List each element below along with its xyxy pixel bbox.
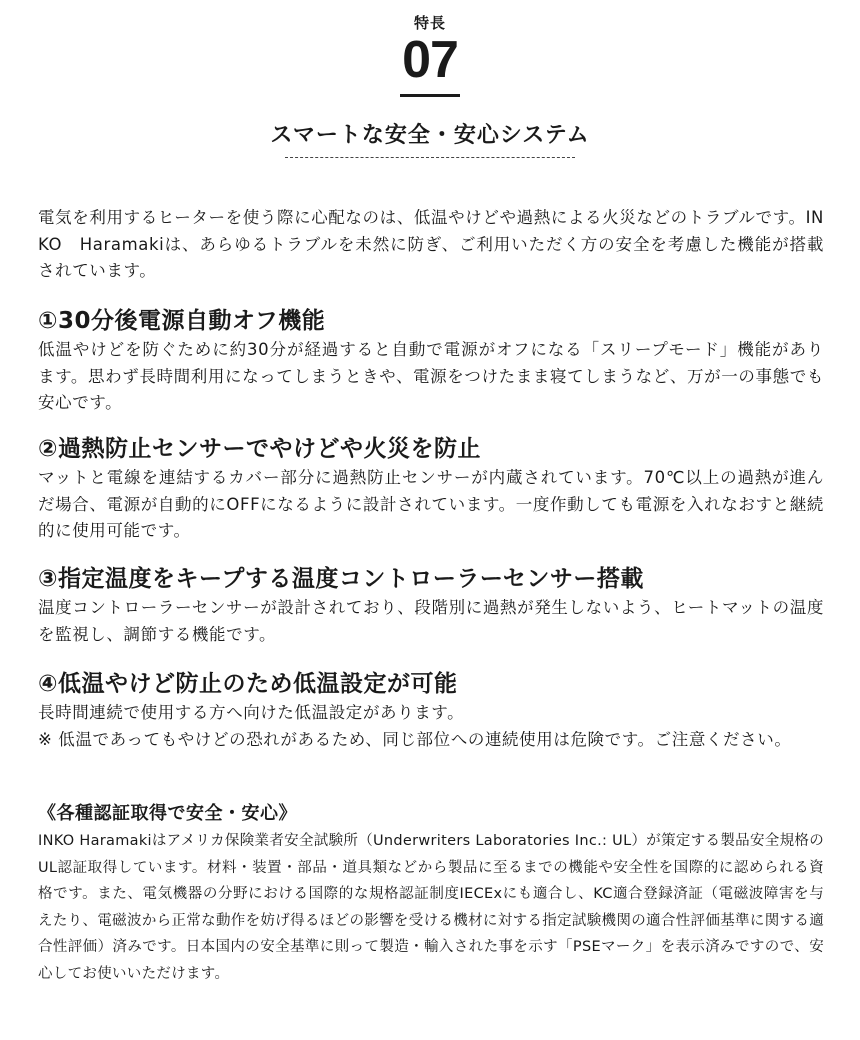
section-3-body: 温度コントローラーセンサーが設計されており、段階別に過熱が発生しないよう、ヒートマットの温度を監視し、調節する機能です。 [38,598,824,644]
intro-block [38,205,824,285]
title-dashed-divider [285,157,575,158]
section-4-note: ※ 低温であってもやけどの恐れがあるため、同じ部位への連続使用は危険です。ご注意ください。 [38,729,792,749]
certification-heading: 《各種認証取得で安全・安心》 [38,803,297,824]
feature-label: 特長 [413,14,446,32]
section-3-heading: ③指定温度をキープする温度コントローラーセンサー搭載 [38,566,644,592]
section-1-heading: ①30分後電源自動オフ機能 [38,308,326,334]
section-2 [38,433,824,545]
section-4 [38,668,824,753]
section-2-body: マットと電線を連結するカバー部分に過熱防止センサーが内蔵されています。70℃以上の過熱が進んだ場合、電源が自動的にOFFになるように設計されています。一度作動しても電源を入れなおすと継続的に使用可能です。 [38,468,824,540]
number-underline [400,94,460,97]
intro-text: 電気を利用するヒーターを使う際に心配なのは、低温やけどや過熱による火災などのトラブルです。INKO Haramakiは、あらゆるトラブルを未然に防ぎ、ご利用いただく方の安全を考慮した機能が搭載されています。 [38,208,824,280]
page-title: スマートな安全・安心システム [270,123,590,148]
feature-number: 07 [402,31,458,89]
section-1-body: 低温やけどを防ぐために約30分が経過すると自動で電源がオフになる「スリープモード」機能があります。思わず長時間利用になってしまうときや、電源をつけたまま寝てしまうなど、万が一の事態でも安心です。 [38,340,824,412]
section-4-body: 長時間連続で使用する方へ向けた低温設定があります。 [38,703,465,722]
section-3 [38,563,824,648]
certification-body: INKO Haramakiはアメリカ保険業者安全試験所（Underwriters Laboratories Inc.: UL）が策定する製品安全規格のUL認証取得しています。材料・装置・部品・道具類などから製品に至るまでの機能や安全性を国際的に認められる資格です。また、電気機器の分野における国際的な規格認証制度IECExにも適合し、KC適合登録済証（電磁波障害を与えたり、電磁波から正常な動作を妨げ得るほどの影響を受ける機材に対する指定試験機関の適合性評価基準に関する適合性評価）済みです。日本国内の安全基準に則って製造・輸入された事を示す「PSEマーク」を表示済みですので、安心してお使いいただけます。 [38,833,824,982]
section-1 [38,305,824,417]
certification-block [38,800,824,987]
section-4-heading: ④低温やけど防止のため低温設定が可能 [38,671,458,697]
section-2-heading: ②過熱防止センサーでやけどや火災を防止 [38,436,481,462]
